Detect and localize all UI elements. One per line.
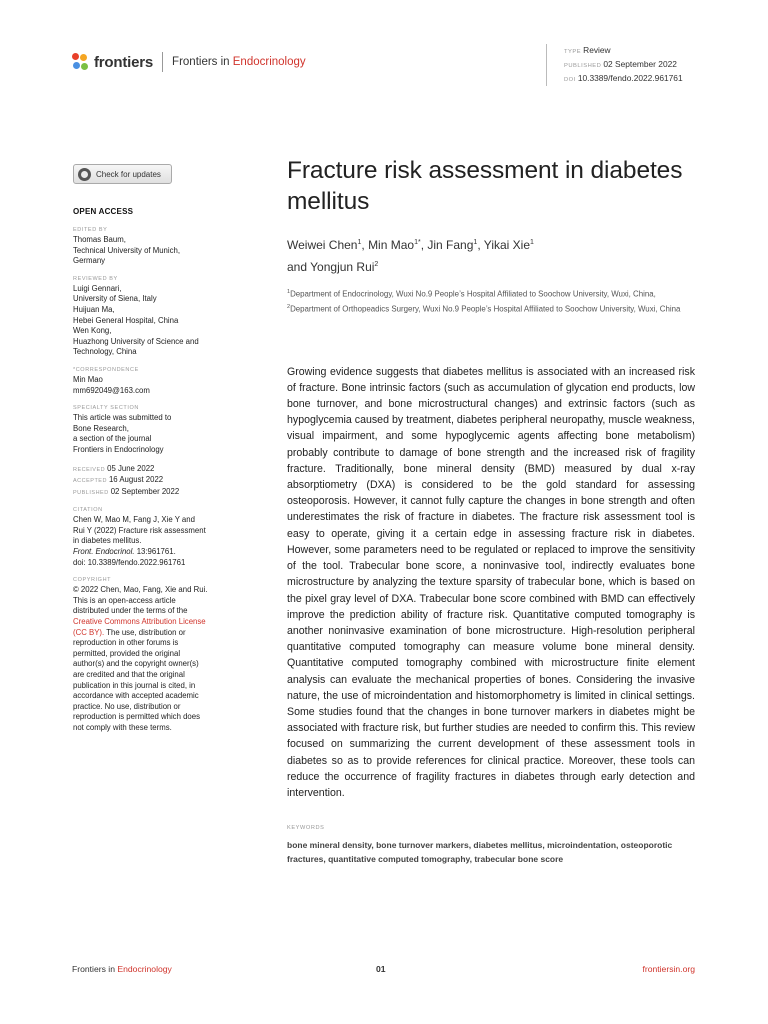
author-name[interactable]: Jin Fang (427, 238, 474, 252)
copyright-line: are credited and that the original (73, 670, 185, 679)
specialty-section (73, 404, 233, 455)
affiliation-text: Department of Orthopeadics Surgery, Wuxi No.9 People’s Hospital Affiliated to Soochow University, Wuxi, China (290, 304, 681, 314)
citation-line: in diabetes mellitus. (73, 536, 142, 546)
edited-by-section (73, 226, 233, 267)
editor-line: Germany (73, 256, 106, 266)
accepted-date (73, 475, 233, 487)
keywords-label: KEYWORDS (287, 825, 325, 832)
published-value: 02 September 2022 (110, 486, 180, 496)
received-value: 05 June 2022 (107, 463, 155, 473)
author-list: Weiwei Chen$^1$, Min Mao$^{1*}$, Jin Fang$^1$, Yikai Xie$^1$ and Yongjun Rui$^2$ (287, 238, 534, 274)
copyright-line: publication in this journal is cited, in (73, 680, 196, 690)
accepted-label: ACCEPTED (73, 478, 107, 485)
reviewer-line: Huazhong University of Science and (73, 336, 199, 346)
affiliations (287, 286, 695, 316)
brand-name[interactable]: frontiers (94, 53, 154, 71)
page-number: 01 (376, 964, 386, 974)
abstract-text: Growing evidence suggests that diabetes mellitus is associated with an increased risk of fracture. Bone intrinsic factors (such as accumulation of glycation end products, low bone turnover, and bone microstructural changes) and extrinsic factors (such as hypoglycemia caused by treatment, diabetes peripheral neuropathy, muscle weakness, visual impairment, and some hypoglycemic agents affecting bone metabolism) probably contribute to damage of bone strength and the increased risk of fragility fracture. Traditionally, bone mineral density (BMD) measured by dual x-ray absorptiometry (DXA) is considered to be the gold standard for assessing osteoporosis. However, it cannot fully capture the changes in bone strength and often underestimates the risk of fracture in diabetes. The fracture risk assessment tool is easy to operate, giving it a certain edge in assessing fracture risk in diabetes. However, some parameters need to be regulated or replaced to improve the sensitivity of the tool. Trabecular bone score, a noninvasive tool, indirectly evaluates bone microstructure by analyzing the texture sparsity of trabecular bone, which is based on the pixel gray level of DXA. Trabecular bone score combined with BMD can effectively improve the prediction ability of fracture risk. Quantitative computed tomography is another noninvasive examination of bone microstructure. High-resolution peripheral quantitative computed tomography can measure volume bone mineral density. Quantitative computed tomography combined with microstructure finite element analysis can evaluate the mechanical properties of bones. Considering the invasive nature, the use of microindentation and histomorphometry is limited in clinical settings. Some studies found that the changes in bone turnover markers in diabetes might be associated with fracture risk, but further studies are needed to confirm this. This review focused on summarizing the current development of these assessment tools in diabetes so as to provide references for clinical practice. Moreover, these tools can reduce the occurrence of fragility fractures in diabetes through early detection and intervention. (287, 365, 695, 799)
keywords-text: bone mineral density, bone turnover markers, diabetes mellitus, microindentation, osteoporotic fractures, quantitative computed tomography, trabecular bone score (287, 840, 673, 865)
affiliation-sup: 2 (287, 303, 291, 310)
copyright-line: practice. No use, distribution or (73, 701, 181, 711)
site-link[interactable]: frontiersin.org (642, 964, 695, 974)
journal-header (72, 48, 306, 76)
copyright-line: reproduction is permitted which does (73, 712, 200, 722)
author-name[interactable]: Min Mao (368, 238, 415, 252)
specialty-line: a section of the journal (73, 434, 152, 444)
doi-row (564, 72, 683, 86)
affiliation-text: Department of Endocrinology, Wuxi No.9 People’s Hospital Affiliated to Soochow University, Wuxi, China, (290, 289, 656, 299)
specialty-label: SPECIALTY SECTION (73, 405, 139, 412)
type-value: Review (583, 45, 611, 55)
page-footer (72, 964, 695, 978)
citation-doi[interactable]: doi: 10.3389/fendo.2022.961761 (73, 557, 186, 567)
copyright-line: not comply with these terms. (73, 722, 172, 732)
author-sup: 1* (414, 239, 421, 246)
reviewer-line: Hebei General Hospital, China (73, 315, 179, 325)
published-label: PUBLISHED (73, 489, 109, 496)
reviewer-line: Luigi Gennari, (73, 283, 122, 293)
author-sup: 1 (473, 239, 478, 246)
citation-line: Chen W, Mao M, Fang J, Xie Y and (73, 515, 195, 525)
article-main (287, 155, 695, 866)
type-row (564, 44, 683, 58)
copyright-line: author(s) and the copyright owner(s) (73, 659, 199, 669)
license-link-short[interactable]: (CC BY). (73, 627, 105, 637)
journal-name[interactable] (172, 56, 306, 68)
author-name[interactable]: Yikai Xie (483, 238, 531, 252)
correspondence-email[interactable]: mm692049@163.com (73, 385, 150, 395)
author-sup: 1 (530, 239, 534, 246)
reviewer-line: Huijuan Ma, (73, 304, 115, 314)
journal-accent: Endocrinology (232, 56, 306, 68)
article-meta (546, 44, 683, 86)
copyright-line: permitted, provided the original (73, 648, 181, 658)
published-label: PUBLISHED (564, 63, 602, 69)
correspondence-label: *CORRESPONDENCE (73, 366, 139, 373)
reviewed-by-label: REVIEWED BY (73, 275, 118, 282)
citation-journal-name: Front. Endocrinol. (73, 547, 135, 557)
correspondence-name: Min Mao (73, 374, 103, 384)
reviewed-by-section (73, 275, 233, 358)
published-date (73, 487, 233, 499)
citation-label: CITATION (73, 507, 103, 514)
citation-line: Rui Y (2022) Fracture risk assessment (73, 525, 206, 535)
published-value: 02 September 2022 (603, 59, 677, 69)
copyright-label: COPYRIGHT (73, 577, 112, 584)
author-sup: 2 (374, 261, 379, 268)
specialty-line: This article was submitted to (73, 413, 172, 423)
published-row (564, 58, 683, 72)
type-label: TYPE (564, 49, 582, 55)
specialty-line: Frontiers in Endocrinology (73, 444, 164, 454)
footer-journal-accent: Endocrinology (117, 964, 172, 974)
copyright-line: © 2022 Chen, Mao, Fang, Xie and Rui. (73, 585, 208, 595)
citation-journal (73, 547, 233, 558)
edited-by-label: EDITED BY (73, 227, 108, 233)
copyright-line: distributed under the terms of the (73, 606, 188, 616)
doi-label: DOI (564, 77, 576, 83)
dates-section (73, 464, 233, 499)
copyright-line: The use, distribution or (106, 627, 186, 637)
affiliation-sup: 1 (287, 289, 291, 295)
header-divider (162, 52, 163, 72)
check-for-updates-label: Check for updates (96, 169, 161, 179)
author-name[interactable]: Yongjun Rui (310, 260, 375, 274)
frontiers-logo-icon (72, 53, 90, 71)
footer-journal[interactable] (72, 964, 172, 974)
copyright-line: This is an open-access article (73, 595, 176, 605)
received-date (73, 464, 233, 476)
received-label: RECEIVED (73, 466, 106, 473)
reviewer-line: Technology, China (73, 347, 137, 357)
citation-section (73, 506, 233, 568)
editor-line: Technical University of Munich, (73, 245, 181, 255)
article-sidebar (73, 207, 233, 742)
license-link[interactable]: Creative Commons Attribution License (73, 617, 206, 627)
check-for-updates-button[interactable] (73, 164, 172, 184)
doi-value[interactable]: 10.3389/fendo.2022.961761 (577, 73, 683, 83)
journal-prefix: Frontiers in (172, 56, 233, 68)
check-updates-icon (78, 168, 91, 181)
editor-line: Thomas Baum, (73, 235, 126, 244)
license-link-line (73, 628, 233, 639)
article-title: Fracture risk assessment in diabetes mellitus (287, 157, 683, 215)
accepted-value: 16 August 2022 (108, 475, 164, 485)
open-access-label: OPEN ACCESS (73, 207, 134, 216)
correspondence-section (73, 366, 233, 396)
author-sup: 1 (357, 239, 362, 246)
specialty-line: Bone Research, (73, 423, 129, 433)
reviewer-line: University of Siena, Italy (73, 294, 157, 304)
footer-journal-prefix: Frontiers in (72, 964, 118, 974)
copyright-line: accordance with accepted academic (73, 691, 199, 701)
copyright-line: reproduction in other forums is (73, 638, 179, 648)
citation-volume: 13:961761. (134, 547, 176, 557)
copyright-section (73, 576, 233, 733)
reviewer-line: Wen Kong, (73, 326, 112, 336)
author-name[interactable]: Weiwei Chen (287, 238, 358, 252)
